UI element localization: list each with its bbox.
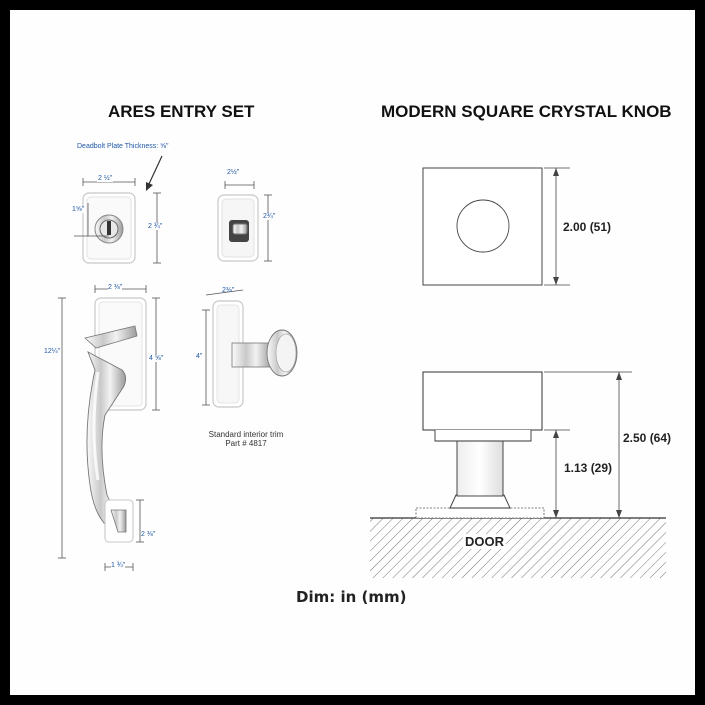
units-note: Dim: in (mm) (296, 588, 407, 606)
knob-title: MODERN SQUARE CRYSTAL KNOB (381, 102, 672, 121)
interior-trim (202, 290, 297, 407)
deadbolt-width-label: 2 ½" (98, 175, 113, 182)
diagram-frame (10, 10, 695, 695)
handleset-plate-height-label: 4 ⅝" (149, 355, 164, 362)
knob-rosette-dimension: 2.00 (51) (563, 220, 612, 234)
trim-caption-line2: Part # 4817 (225, 439, 267, 448)
handleset-width-label: 2 ⅜" (108, 284, 123, 291)
interior-deadbolt (218, 181, 272, 261)
door-label: DOOR (465, 534, 504, 549)
trim-caption-line1: Standard interior trim (208, 430, 284, 439)
handleset-overall-height-label: 12¼" (44, 348, 61, 355)
deadbolt-center-label: 1⅝" (72, 206, 85, 213)
deadbolt-height-label: 2 ¾" (148, 223, 163, 230)
interior-deadbolt-height-label: 2¾" (263, 213, 276, 220)
knob-side-view (370, 372, 666, 578)
knob-stem-projection-label: 1.13 (29) (564, 461, 613, 475)
interior-deadbolt-width-label: 2½" (227, 169, 240, 176)
handleset-bottom-height-label: 2 ⅜" (141, 531, 156, 538)
knob-overall-projection-label: 2.50 (64) (623, 431, 672, 445)
knob-front-view (423, 168, 570, 285)
deadbolt-thickness-note: Deadbolt Plate Thickness: ⅝" (77, 143, 169, 150)
trim-height-label: 4" (196, 353, 203, 360)
trim-width-label: 2⅜" (222, 287, 235, 294)
exterior-handleset (58, 285, 160, 571)
handleset-bottom-width-label: 1 ¾" (111, 562, 126, 569)
exterior-deadbolt (74, 156, 162, 263)
trim-caption (196, 430, 296, 448)
ares-entry-set-title: ARES ENTRY SET (108, 102, 255, 121)
